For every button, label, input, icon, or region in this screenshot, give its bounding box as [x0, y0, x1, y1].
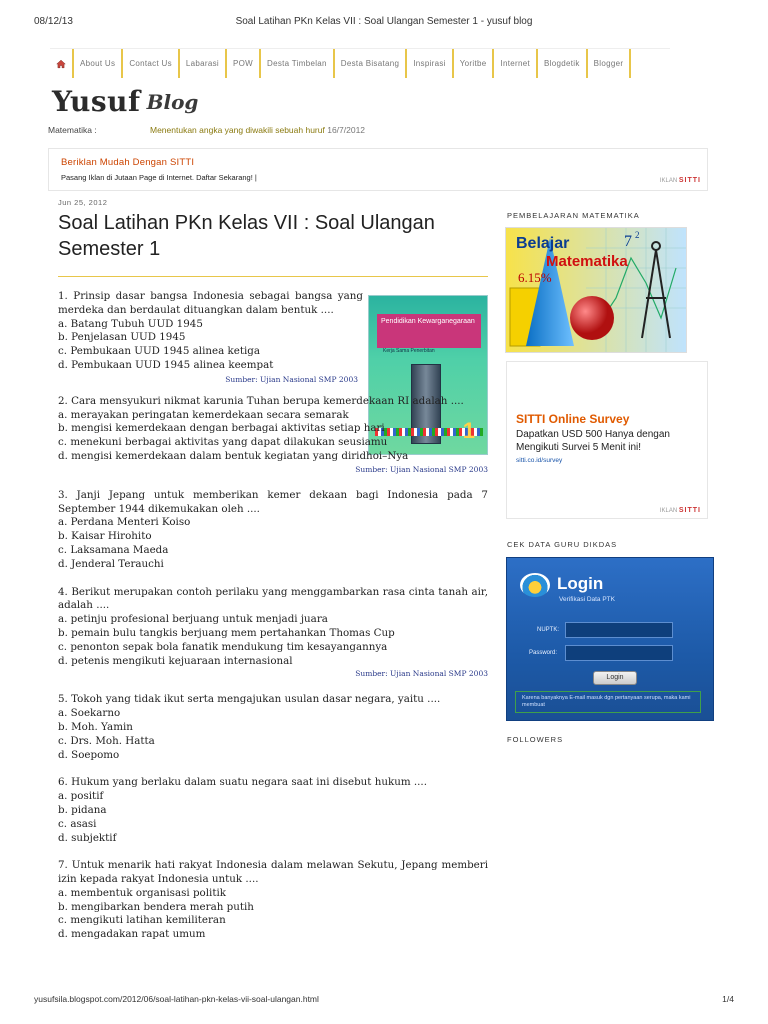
question-text: 4. Berikut merupakan contoh perilaku yang menggambarkan rasa cinta tanah air, adalah ....	[58, 585, 488, 612]
nav-item-contact-us[interactable]: Contact Us	[123, 49, 180, 78]
option: c. Laksamana Maeda	[58, 543, 169, 556]
ticker-text: Menentukan angka yang diwakili sebuah huruf	[150, 125, 325, 135]
book-number: 1	[462, 418, 475, 443]
password-input[interactable]	[565, 645, 673, 661]
book-title: Pendidikan Kewarganegaraan	[377, 314, 481, 348]
sidebar-heading-guru: CEK DATA GURU DIKDAS	[507, 540, 618, 549]
post-date: Jun 25, 2012	[58, 198, 108, 207]
sitti-mark-prefix: IKLAN	[659, 178, 678, 184]
question-text: 3. Janji Jepang untuk memberikan kemer dekaan bagi Indonesia pada 7 September 1944 dikemukakan oleh ....	[58, 488, 488, 515]
nav-item-desta-bisatang[interactable]: Desta Bisatang	[335, 49, 407, 78]
site-logo[interactable]	[52, 84, 198, 118]
tut-wuri-logo-icon	[520, 573, 550, 597]
nav-item-pow[interactable]: POW	[227, 49, 261, 78]
page-url: yusufsila.blogspot.com/2012/06/soal-latihan-pkn-kelas-vii-soal-ulangan.html	[34, 994, 319, 1004]
question-text: 7. Untuk menarik hati rakyat Indonesia dalam melawan Sekutu, Jepang memberi izin kepada rakyat Indonesia untuk ....	[58, 859, 488, 886]
option: d. petenis mengikuti kejuaraan internasional	[58, 654, 293, 667]
option: d. mengisi kemerdekaan dalam bentuk kegiatan yang diridhoi–Nya	[58, 449, 409, 462]
sitti-mark-brand: SITTI	[678, 177, 701, 184]
sidebar-heading-math: PEMBELAJARAN MATEMATIKA	[507, 211, 640, 220]
question-text: 1. Prinsip dasar bangsa Indonesia sebagai bangsa yang merdeka dan berdaulat dituangkan dalam bentuk ....	[58, 290, 363, 316]
option: b. Penjelasan UUD 1945	[58, 331, 186, 344]
question-source: Sumber: Ujian Nasional SMP 2003	[225, 374, 358, 384]
login-button[interactable]: Login	[593, 671, 637, 685]
ad-sidebar-url[interactable]: sitti.co.id/survey	[516, 457, 563, 464]
ad-banner-sidebar[interactable]	[506, 361, 708, 519]
logo-sub-text: Blog	[146, 90, 199, 114]
login-subtitle: Verifikasi Data PTK	[559, 596, 615, 603]
ad-sidebar-title[interactable]: SITTI Online Survey	[516, 412, 630, 426]
question-1	[58, 290, 488, 373]
book-subtitle: Kerja Sama Penerbitan	[383, 348, 435, 354]
print-date: 08/12/13	[34, 16, 73, 27]
sitti-mark	[660, 507, 701, 514]
print-footer	[34, 994, 734, 1006]
math-illustration	[506, 228, 687, 353]
option: b. Moh. Yamin	[58, 720, 133, 733]
logo-main-text: Yusuf	[52, 85, 141, 118]
sitti-mark-prefix: IKLAN	[659, 508, 678, 514]
option: a. merayakan peringatan kemerdekaan secara semarak	[58, 408, 349, 421]
nav-item-yoritbe[interactable]: Yoritbe	[454, 49, 495, 78]
option: c. Drs. Moh. Hatta	[58, 734, 155, 747]
option: b. pemain bulu tangkis berjuang mem pertahankan Thomas Cup	[58, 626, 395, 639]
ad-banner-top[interactable]	[48, 148, 708, 191]
math-learning-image[interactable]	[505, 227, 687, 353]
option: d. Pembukaan UUD 1945 alinea keempat	[58, 358, 274, 371]
print-header	[34, 16, 734, 30]
ticker-link[interactable]	[150, 125, 365, 135]
question-7	[58, 859, 488, 942]
password-label: Password:	[529, 650, 558, 656]
home-icon	[56, 58, 66, 70]
print-title: Soal Latihan PKn Kelas VII : Soal Ulangan Semester 1 - yusuf blog	[235, 16, 533, 27]
sitti-mark	[660, 177, 701, 184]
option: a. Soekarno	[58, 707, 121, 720]
nav-item-internet[interactable]: Internet	[494, 49, 538, 78]
option: a. membentuk organisasi politik	[58, 886, 227, 899]
math-text-belajar: Belajar	[516, 235, 570, 252]
question-4	[58, 586, 488, 669]
login-title: Login	[557, 574, 604, 593]
option: b. mengisi kemerdekaan dengan berbagai aktivitas setiap hari	[58, 422, 385, 435]
math-text-power: 7	[624, 233, 632, 250]
option: b. Kaisar Hirohito	[58, 530, 152, 543]
question-text: 2. Cara mensyukuri nikmat karunia Tuhan berupa kemerdekaan RI adalah ....	[58, 394, 464, 407]
option: a. Batang Tubuh UUD 1945	[58, 317, 203, 330]
option: a. petinju profesional berjuang untuk menjadi juara	[58, 613, 328, 626]
page-number: 1/4	[722, 994, 734, 1004]
option: b. mengibarkan bendera merah putih	[58, 900, 254, 913]
post-title: Soal Latihan PKn Kelas VII : Soal Ulangan Semester 1	[58, 212, 435, 260]
option: c. asasi	[58, 817, 97, 830]
math-text-matematika: Matematika	[546, 253, 628, 270]
nav-item-inspirasi[interactable]: Inspirasi	[407, 49, 454, 78]
question-text: 6. Hukum yang berlaku dalam suatu negara saat ini disebut hukum ....	[58, 776, 427, 789]
ticker	[48, 125, 508, 137]
top-nav	[50, 48, 670, 78]
nuptk-input[interactable]	[565, 622, 673, 638]
sitti-mark-brand: SITTI	[678, 507, 701, 514]
option: b. pidana	[58, 803, 107, 816]
option: c. mengikuti latihan kemiliteran	[58, 914, 226, 927]
question-3	[58, 489, 488, 572]
post-body	[58, 290, 488, 956]
ticker-label: Matematika :	[48, 125, 97, 135]
nav-item-desta-timbelan[interactable]: Desta Timbelan	[261, 49, 335, 78]
nuptk-label: NUPTK:	[537, 627, 560, 633]
question-source: Sumber: Ujian Nasional SMP 2003	[355, 464, 488, 474]
option: a. positif	[58, 790, 104, 803]
nav-item-blogdetik[interactable]: Blogdetik	[538, 49, 588, 78]
ad-top-title[interactable]: Beriklan Mudah Dengan SITTI	[61, 157, 195, 168]
option: c. Pembukaan UUD 1945 alinea ketiga	[58, 345, 261, 358]
question-5	[58, 693, 488, 762]
option: a. Perdana Menteri Koiso	[58, 516, 191, 529]
question-2	[58, 395, 488, 464]
question-6	[58, 776, 488, 845]
option: d. Jenderal Terauchi	[58, 557, 164, 570]
ad-top-text: Pasang Iklan di Jutaan Page di Internet. Daftar Sekarang! |	[61, 173, 257, 182]
math-text-exponent: 2	[635, 230, 640, 240]
nav-item-labarasi[interactable]: Labarasi	[180, 49, 227, 78]
title-divider	[58, 276, 488, 277]
nav-home-link[interactable]	[50, 49, 74, 78]
option: c. penonton sepak bola fanatik mendukung tim kesayangannya	[58, 640, 388, 653]
nav-item-about-us[interactable]: About Us	[74, 49, 123, 78]
option: c. menekuni berbagai aktivitas yang dapat dilakukan seusiamu	[58, 436, 388, 449]
ad-sidebar-text: Dapatkan USD 500 Hanya dengan Mengikuti Survei 5 Menit ini!	[516, 429, 670, 453]
login-widget	[506, 557, 714, 721]
nav-item-blogger[interactable]: Blogger	[588, 49, 632, 78]
ticker-date: 16/7/2012	[327, 125, 366, 135]
sidebar-heading-followers: FOLLOWERS	[507, 735, 564, 744]
question-text: 5. Tokoh yang tidak ikut serta mengajukan usulan dasar negara, yaitu ....	[58, 693, 441, 706]
math-text-percent: 6.15%	[518, 270, 552, 285]
login-note: Karena banyaknya E-mail masuk dgn pertanyaan serupa, maka kami membuat	[515, 691, 701, 713]
option: d. subjektif	[58, 831, 117, 844]
option: d. mengadakan rapat umum	[58, 928, 206, 941]
question-source: Sumber: Ujian Nasional SMP 2003	[355, 669, 488, 679]
option: d. Soepomo	[58, 748, 120, 761]
